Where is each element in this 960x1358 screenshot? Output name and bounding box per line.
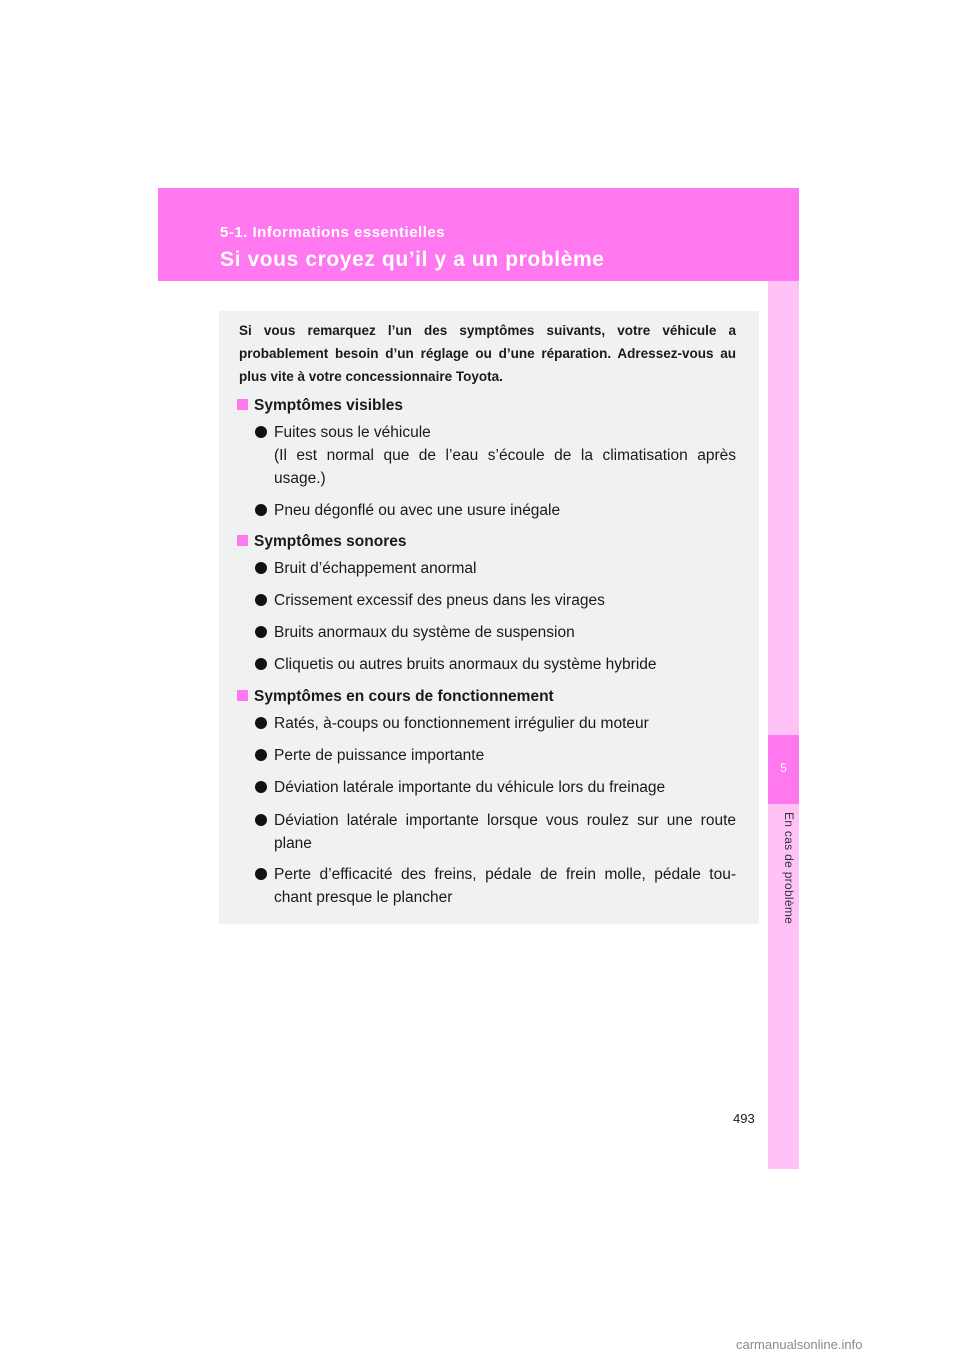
circle-bullet-icon bbox=[255, 814, 267, 826]
list-item bbox=[255, 557, 736, 580]
section-heading-text: Symptômes visibles bbox=[254, 397, 404, 414]
list-item bbox=[255, 809, 736, 855]
list-item bbox=[255, 744, 736, 767]
list-item-text: Perte de puissance importante bbox=[274, 747, 485, 764]
list-item bbox=[255, 589, 736, 612]
circle-bullet-icon bbox=[255, 504, 267, 516]
circle-bullet-icon bbox=[255, 868, 267, 880]
circle-bullet-icon bbox=[255, 426, 267, 438]
square-bullet-icon bbox=[237, 399, 248, 410]
list-item-text: Ratés, à-coups ou fonctionnement irrégulier du moteur bbox=[274, 715, 649, 732]
list-item-text: Déviation latérale importante lorsque vous roulez sur une route plane bbox=[274, 812, 736, 852]
section-heading-text: Symptômes sonores bbox=[254, 533, 407, 550]
list-item-text: Bruits anormaux du système de suspension bbox=[274, 624, 575, 641]
list-item bbox=[255, 621, 736, 644]
section-heading-operation bbox=[237, 688, 554, 706]
chapter-number-block bbox=[768, 735, 799, 804]
list-item-text: Perte d’efficacité des freins, pédale de frein molle, pédale tou-chant presque le plancher bbox=[274, 866, 736, 906]
circle-bullet-icon bbox=[255, 658, 267, 670]
list-item-text: Déviation latérale importante du véhicule lors du freinage bbox=[274, 779, 666, 796]
page-number: 493 bbox=[733, 1111, 755, 1126]
square-bullet-icon bbox=[237, 690, 248, 701]
list-item bbox=[255, 776, 736, 799]
section-heading-sound bbox=[237, 533, 406, 551]
watermark: carmanualsonline.info bbox=[736, 1337, 863, 1352]
chapter-side-tab bbox=[768, 281, 799, 1169]
section-heading-visible bbox=[237, 397, 403, 415]
section-label: 5-1. Informations essentielles bbox=[220, 224, 446, 241]
list-item-text: Pneu dégonflé ou avec une usure inégale bbox=[274, 502, 561, 519]
list-item-text: Bruit d’échappement anormal bbox=[274, 560, 477, 577]
chapter-number: 5 bbox=[780, 761, 787, 775]
page-title: Si vous croyez qu’il y a un problème bbox=[220, 248, 605, 271]
list-item-text: Cliquetis ou autres bruits anormaux du système hybride bbox=[274, 656, 657, 673]
chapter-title: En cas de problème bbox=[782, 812, 796, 925]
list-item bbox=[255, 653, 736, 676]
intro-paragraph: Si vous remarquez l’un des symptômes suivants, votre véhicule a probablement besoin d’un réglage ou d’une réparation. Adressez-vous au plus vite à votre concessionnaire Toyota. bbox=[239, 323, 736, 384]
circle-bullet-icon bbox=[255, 562, 267, 574]
list-item bbox=[255, 712, 736, 735]
circle-bullet-icon bbox=[255, 717, 267, 729]
list-item bbox=[255, 499, 736, 522]
circle-bullet-icon bbox=[255, 781, 267, 793]
circle-bullet-icon bbox=[255, 749, 267, 761]
square-bullet-icon bbox=[237, 535, 248, 546]
circle-bullet-icon bbox=[255, 594, 267, 606]
list-item-text: Crissement excessif des pneus dans les virages bbox=[274, 592, 605, 609]
section-heading-text: Symptômes en cours de fonctionnement bbox=[254, 688, 554, 705]
section-header bbox=[158, 188, 799, 281]
list-item bbox=[255, 421, 736, 490]
circle-bullet-icon bbox=[255, 626, 267, 638]
list-item bbox=[255, 863, 736, 909]
list-item-text: Fuites sous le véhicule bbox=[274, 424, 431, 441]
symptoms-box bbox=[219, 311, 759, 924]
list-item-note: (Il est normal que de l’eau s’écoule de la climatisation après usage.) bbox=[274, 447, 736, 487]
